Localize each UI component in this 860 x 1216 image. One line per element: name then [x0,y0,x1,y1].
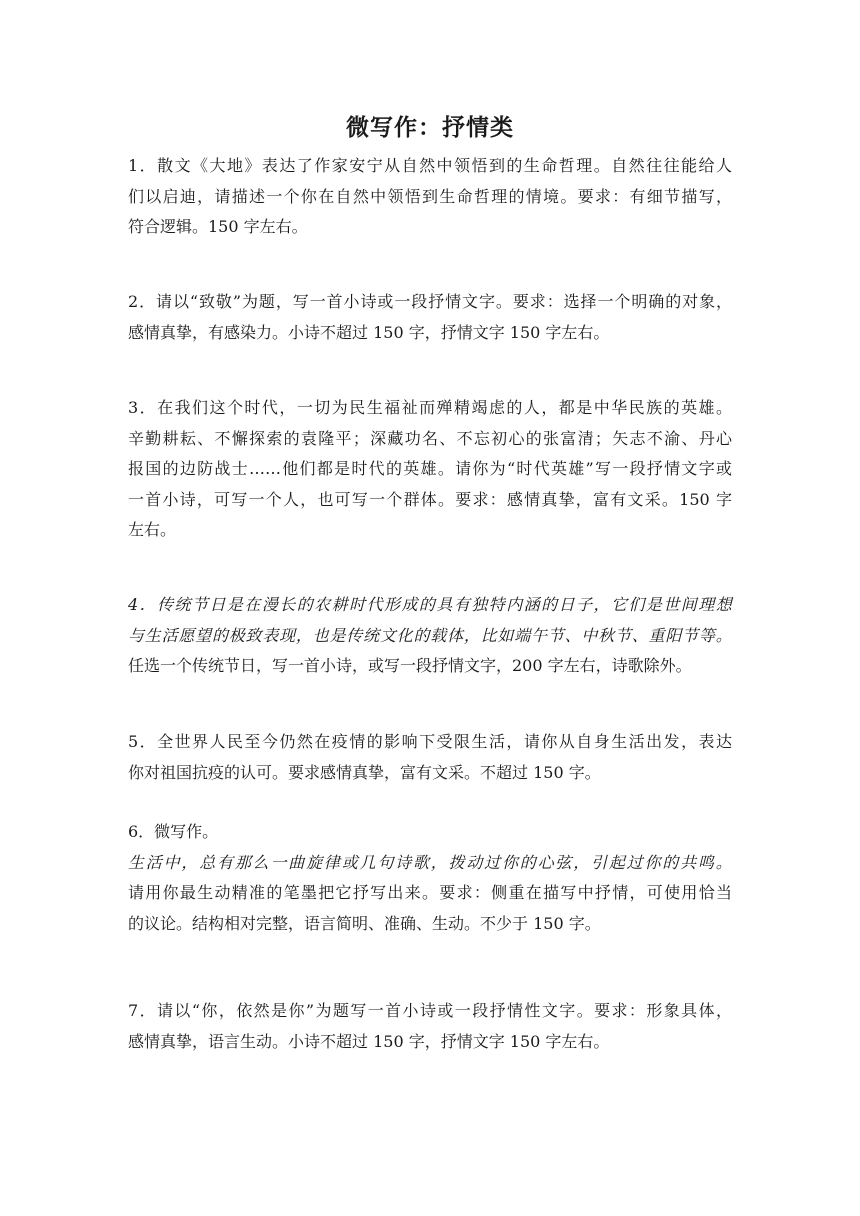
question-7-line-2: 感情真挚，语言生动。小诗不超过 150 字，抒情文字 150 字左右。 [128,1031,610,1051]
question-4-line-3: 任选一个传统节日，写一首小诗，或写一段抒情文字，200 字左右，诗歌除外。 [128,656,692,675]
question-6-line-3: 请用你最生动精准的笔墨把它抒写出来。要求：侧重在描写中抒情，可使用恰当 [128,883,732,902]
question-5-line-1: 5．全世界人民至今仍然在疫情的影响下受限生活，请你从自身生活出发，表达 [128,732,732,751]
question-2 [128,287,732,348]
question-6 [128,817,732,939]
document-title: 微写作：抒情类 [346,115,514,141]
question-4 [128,590,732,682]
question-1-line-1: 1．散文《大地》表达了作家安宁从自然中领悟到的生命哲理。自然往往能给人 [128,156,732,175]
question-3-line-1: 3．在我们这个时代，一切为民生福祉而殚精竭虑的人，都是中华民族的英雄。 [128,398,732,417]
question-2-line-1: 2．请以“致敬”为题，写一首小诗或一段抒情文字。要求：选择一个明确的对象， [128,292,732,311]
question-6-line-1: 6．微写作。 [128,822,219,841]
question-3-line-3: 报国的边防战士……他们都是时代的英雄。请你为“时代英雄”写一段抒情文字或 [128,459,732,478]
question-1 [128,151,732,243]
question-5 [128,727,732,788]
question-4-line-2: 与生活愿望的极致表现，也是传统文化的载体，比如端午节、中秋节、重阳节等。 [128,625,732,645]
question-1-line-3: 符合逻辑。150 字左右。 [128,217,308,236]
question-3-line-4: 一首小诗，可写一个人，也可写一个群体。要求：感情真挚，富有文采。150 字 [128,489,732,509]
question-7 [128,996,732,1057]
question-6-line-4: 的议论。结构相对完整，语言简明、准确、生动。不少于 150 字。 [128,913,601,933]
question-4-line-1: 4．传统节日是在漫长的农耕时代形成的具有独特内涵的日子，它们是世间理想 [128,595,732,614]
question-6-line-2: 生活中，总有那么一曲旋律或几句诗歌，拨动过你的心弦，引起过你的共鸣。 [128,852,732,872]
question-5-line-2: 你对祖国抗疫的认可。要求感情真挚，富有文采。不超过 150 字。 [128,762,601,782]
question-3-line-5: 左右。 [128,520,177,539]
question-1-line-2: 们以启迪，请描述一个你在自然中领悟到生命哲理的情境。要求：有细节描写， [128,186,732,206]
question-7-line-1: 7．请以“你，依然是你”为题写一首小诗或一段抒情性文字。要求：形象具体， [128,1001,732,1020]
question-3 [128,393,732,546]
question-2-line-2: 感情真挚，有感染力。小诗不超过 150 字，抒情文字 150 字左右。 [128,322,610,342]
question-3-line-2: 辛勤耕耘、不懈探索的袁隆平；深藏功名、不忘初心的张富清；矢志不渝、丹心 [128,428,732,448]
